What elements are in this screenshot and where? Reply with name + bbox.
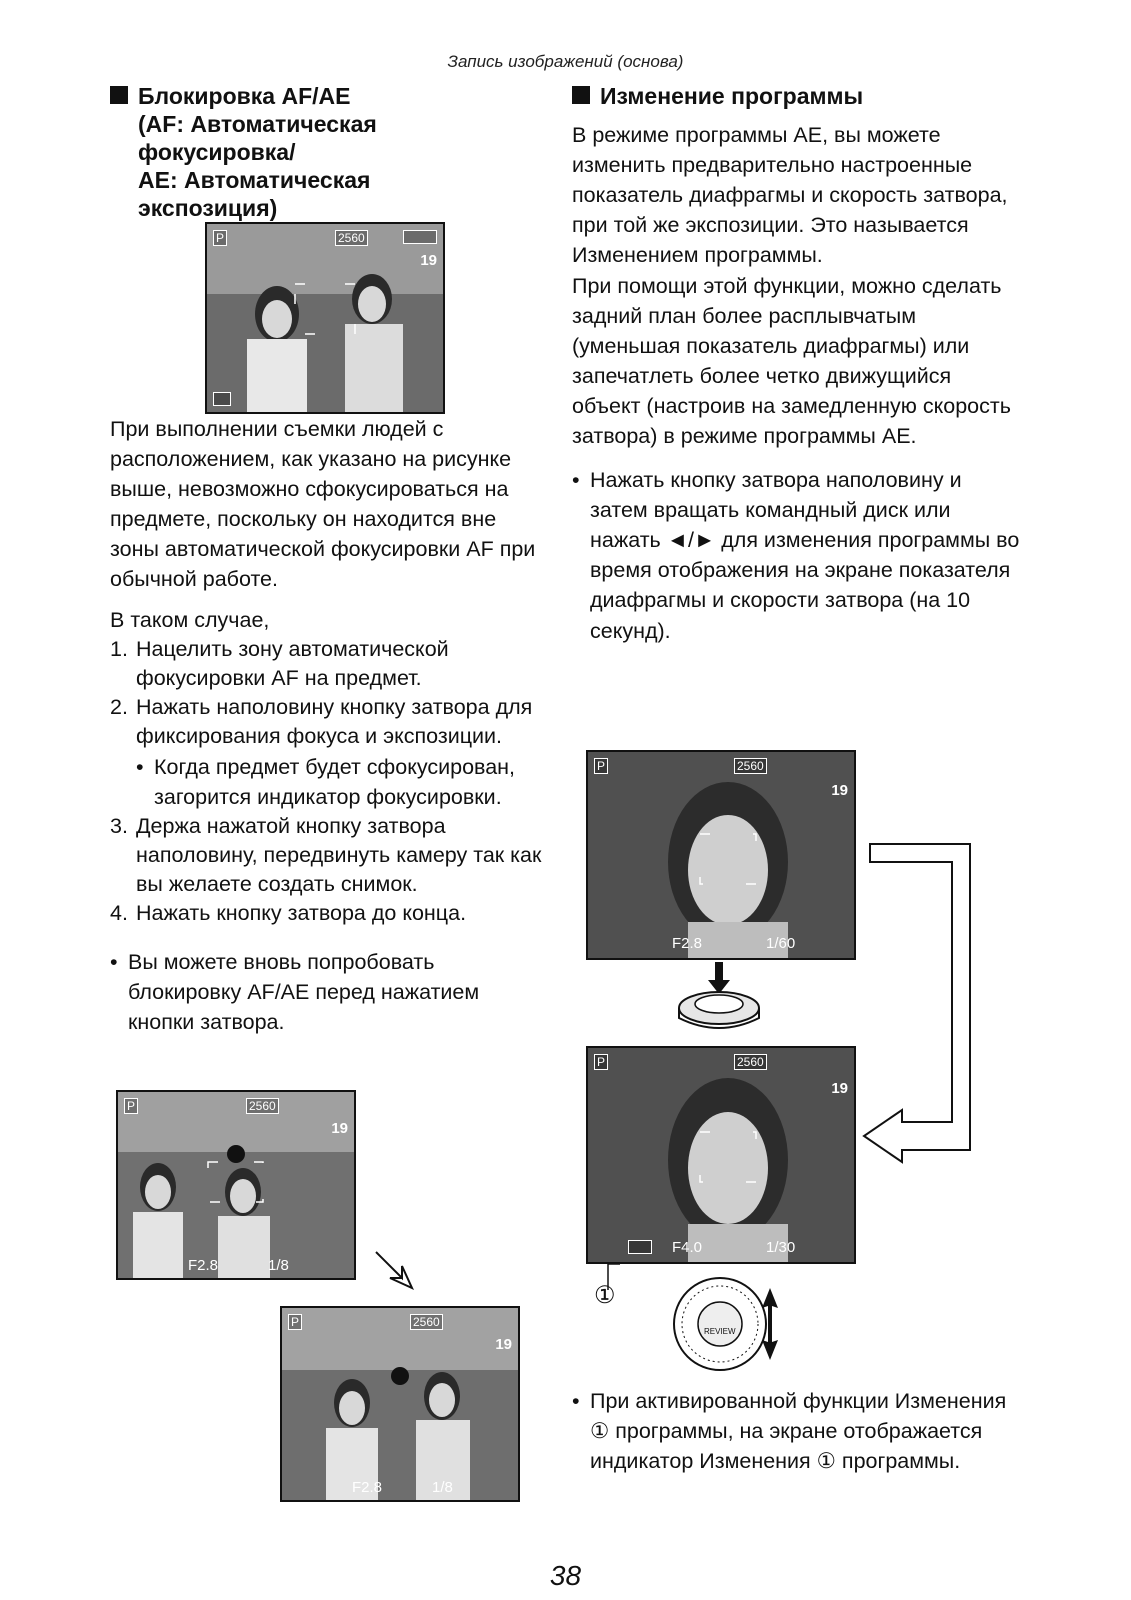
callout-number: ① (594, 1282, 616, 1309)
metering-icon (213, 392, 231, 406)
program-shift-bullet-2: • При активированной функции Изменения ① программы, на экране отображается индикатор Изменения ① программы. (572, 1389, 1007, 1474)
shots-remaining: 19 (495, 1336, 512, 1353)
title-line: экспозиция) (138, 195, 278, 222)
af-ae-intro: При выполнении съемки людей с расположением, как указано на рисунке выше, невозможно сфокусироваться на предмете, поскольку он находится вне зоны автоматической фокусировки AF при обычной работе. (110, 417, 536, 592)
photo-focus-lock (118, 1092, 354, 1278)
shutter-value: 1/30 (766, 1239, 796, 1256)
af-ae-lock-section (110, 82, 550, 222)
title-line: Блокировка AF/AE (138, 83, 351, 109)
command-dial-icon (664, 1268, 804, 1380)
step-item: 3. Держа нажатой кнопку затвора наполовину, передвинуть камеру так как вы желаете создать снимок. (110, 813, 542, 897)
camera-screen-2 (116, 1090, 356, 1280)
program-shift-intro: В режиме программы AE, вы можете изменить предварительно настроенные показатель диафрагмы и скорость затвора, при той же экспозиции. Это называется Изменением программы. (572, 123, 1008, 268)
return-arrow-icon (862, 840, 982, 1170)
shutter-button-press-icon (664, 960, 774, 1040)
title-line: (AF: Автоматическая (138, 111, 377, 138)
step-sub-bullet: • Когда предмет будет сфокусирован, загорится индикатор фокусировки. (136, 754, 516, 809)
photo-portrait-before (588, 752, 854, 958)
program-shift-indicator-icon (628, 1240, 652, 1254)
section-title-af-ae (110, 82, 550, 222)
af-ae-bullet: • Вы можете вновь попробовать блокировку AF/AE перед нажатием кнопки затвора. (110, 949, 480, 1034)
program-shift-detail: При помощи этой функции, можно сделать задний план более расплывчатым (уменьшая показатель диафрагмы) или запечатлеть более четко движущийся объект (настроив на замедленную скорость затвора) в режиме программы AE. (572, 273, 1011, 448)
photo-portrait-after (588, 1048, 854, 1262)
camera-screen-4 (586, 750, 856, 960)
camera-screen-1 (205, 222, 445, 414)
mode-indicator: P (288, 1314, 302, 1330)
step-item: 4. Нажать кнопку затвора до конца. (110, 901, 467, 926)
shots-remaining: 19 (831, 1080, 848, 1097)
shots-remaining: 19 (831, 782, 848, 799)
resolution-indicator: 2560 (734, 758, 767, 774)
step-item: 2. Нажать наполовину кнопку затвора для фиксирования фокуса и экспозиции. (110, 695, 533, 749)
photo-recomposed (282, 1308, 518, 1500)
title-line: AE: Автоматическая (138, 167, 371, 194)
shutter-value: 1/8 (268, 1257, 289, 1274)
aperture-value: F2.8 (352, 1479, 383, 1496)
resolution-indicator: 2560 (246, 1098, 279, 1114)
af-ae-lead: В таком случае, (110, 607, 270, 632)
shutter-value: 1/8 (432, 1479, 453, 1496)
program-shift-bullet-1: • Нажать кнопку затвора наполовину и затем вращать командный диск или нажать ◄/► для изменения программы во время отображения на экране показателя диафрагмы и скорости затвора (на 10 секунд). (572, 468, 1020, 643)
section-marker-icon (110, 86, 128, 104)
page-number: 38 (549, 1560, 582, 1591)
dial-label: REVIEW (704, 1327, 736, 1336)
mode-indicator: P (213, 230, 227, 246)
photo-two-women (207, 224, 443, 412)
resolution-indicator: 2560 (335, 230, 368, 246)
section-marker-icon (572, 86, 590, 104)
shots-remaining: 19 (420, 252, 437, 269)
battery-icon (403, 230, 437, 244)
resolution-indicator: 2560 (410, 1314, 443, 1330)
shutter-value: 1/60 (766, 935, 796, 952)
running-header: Запись изображений (основа) (447, 52, 684, 71)
diagonal-arrow-icon (372, 1248, 416, 1292)
program-shift-section (572, 82, 1022, 646)
mode-indicator: P (594, 758, 608, 774)
left-body (110, 414, 550, 1037)
aperture-value: F4.0 (672, 1239, 703, 1256)
resolution-indicator: 2560 (734, 1054, 767, 1070)
mode-indicator: P (124, 1098, 138, 1114)
step-item: 1. Нацелить зону автоматической фокусировки AF на предмет. (110, 636, 449, 690)
mode-indicator: P (594, 1054, 608, 1070)
aperture-value: F2.8 (188, 1257, 219, 1274)
title-line: фокусировка/ (138, 139, 296, 166)
camera-screen-5 (586, 1046, 856, 1264)
camera-screen-3 (280, 1306, 520, 1502)
af-ae-steps (110, 635, 550, 929)
section-title-program-shift: Изменение программы (572, 82, 1022, 110)
program-shift-note (572, 1386, 1022, 1476)
shots-remaining: 19 (331, 1120, 348, 1137)
aperture-value: F2.8 (672, 935, 703, 952)
